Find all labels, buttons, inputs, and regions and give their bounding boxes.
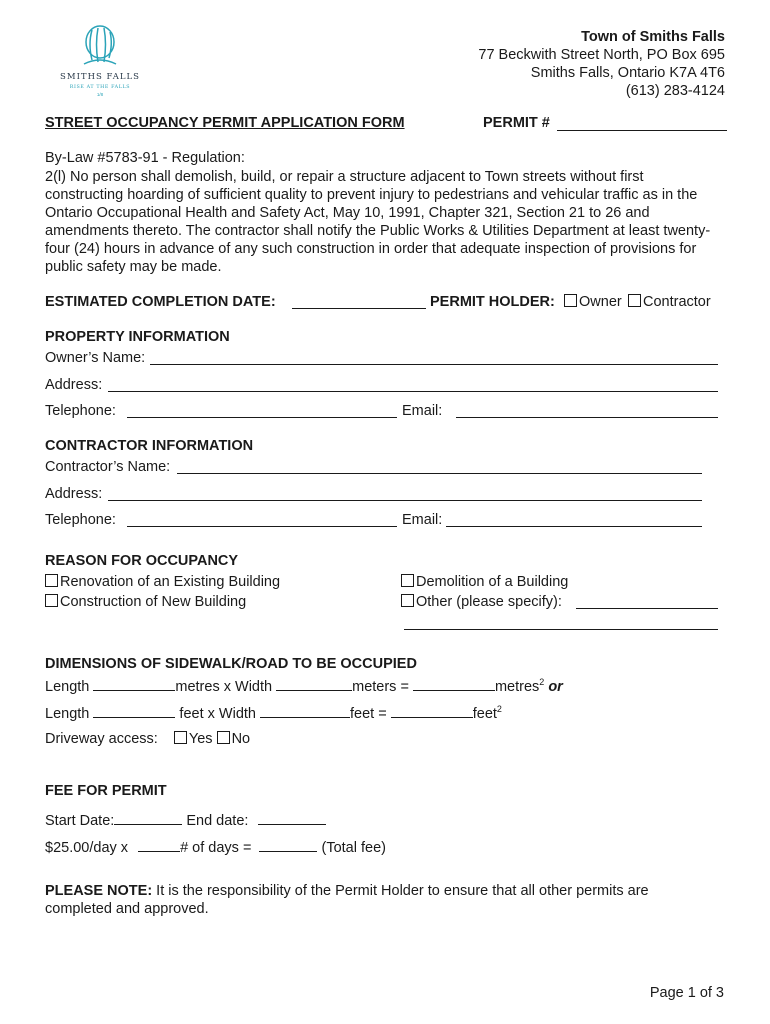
- total-fee-field[interactable]: [259, 838, 317, 852]
- other-specify-field[interactable]: [576, 608, 718, 609]
- property-address-label: Address:: [45, 377, 103, 393]
- property-telephone-field[interactable]: [127, 417, 397, 418]
- fee-rate-field[interactable]: [138, 838, 180, 852]
- fee-dates-row: [45, 811, 326, 829]
- imperial-dimensions-row: [45, 704, 502, 722]
- demolition-label: Demolition of a Building: [416, 574, 569, 590]
- fee-calc-row: [45, 838, 386, 856]
- other-specify-field-line2[interactable]: [404, 629, 718, 630]
- reason-construction-option[interactable]: [45, 594, 246, 610]
- imperial-area-unit: feet: [472, 706, 497, 722]
- logo-name: SMITHS FALLS: [60, 72, 140, 82]
- page-number: Page 1 of 3: [649, 985, 724, 1001]
- town-name: Town of Smiths Falls: [581, 29, 725, 45]
- contractor-name-field[interactable]: [177, 473, 702, 474]
- bylaw-text: 2(l) No person shall demolish, build, or repair a structure adjacent to Town streets without first constructing hoarding of sufficient quality to prevent injury to pedestrians and vehicular traffic as in the Ontario Occupational Health and Safety Act, May 10, 1991, Chapter 321, Section 21 to 26 and amendments thereto. The contractor shall notify the Public Works & Utilities Department at least twenty-four (24) hours in advance of any such construction in order that adequate inspection of provisions for public safety may be made.: [45, 169, 711, 275]
- contractor-email-field[interactable]: [446, 526, 702, 527]
- bylaw-heading: By-Law #5783-91 - Regulation:: [45, 150, 245, 166]
- driveway-yes-checkbox[interactable]: [174, 731, 187, 744]
- reason-demolition-option[interactable]: [401, 574, 568, 590]
- property-email-field[interactable]: [456, 417, 718, 418]
- metric-area-field[interactable]: [413, 677, 495, 691]
- imperial-area-field[interactable]: [391, 704, 473, 718]
- please-note: [45, 882, 695, 918]
- construction-checkbox[interactable]: [45, 594, 58, 607]
- town-phone: (613) 283-4124: [625, 83, 725, 99]
- metric-width-label: metres x Width: [175, 679, 273, 695]
- contractor-telephone-label: Telephone:: [45, 512, 116, 528]
- driveway-no-label: No: [231, 731, 251, 747]
- completion-date-field[interactable]: [292, 308, 426, 309]
- or-label: or: [548, 679, 563, 695]
- logo-tagline: RISE AT THE FALLS: [69, 85, 131, 90]
- town-logo: [52, 22, 148, 102]
- dimensions-heading: DIMENSIONS OF SIDEWALK/ROAD TO BE OCCUPIED: [45, 656, 417, 672]
- contractor-name-label: Contractor’s Name:: [45, 459, 171, 475]
- holder-contractor-option[interactable]: [628, 294, 711, 310]
- imperial-length-field[interactable]: [93, 704, 175, 718]
- driveway-yes-label: Yes: [188, 731, 213, 747]
- reason-other-option[interactable]: [401, 594, 562, 610]
- property-email-label: Email:: [402, 403, 443, 419]
- completion-date-label: ESTIMATED COMPLETION DATE:: [45, 294, 276, 310]
- demolition-checkbox[interactable]: [401, 574, 414, 587]
- contractor-option-label: Contractor: [643, 294, 711, 310]
- renovation-label: Renovation of an Existing Building: [60, 574, 281, 590]
- total-fee-label: (Total fee): [321, 840, 386, 856]
- start-date-field[interactable]: [114, 811, 182, 825]
- property-address-field[interactable]: [108, 391, 718, 392]
- holder-owner-option[interactable]: [564, 294, 622, 310]
- permit-number-field[interactable]: [557, 130, 727, 131]
- imperial-equals-label: feet =: [350, 706, 387, 722]
- metric-width-field[interactable]: [276, 677, 352, 691]
- reason-renovation-option[interactable]: [45, 574, 280, 590]
- end-date-label: End date:: [186, 813, 249, 829]
- contractor-address-label: Address:: [45, 486, 103, 502]
- form-title: STREET OCCUPANCY PERMIT APPLICATION FORM: [45, 115, 405, 131]
- metric-dimensions-row: [45, 677, 563, 695]
- metric-area-exponent: 2: [539, 677, 545, 687]
- town-address-line1: 77 Beckwith Street North, PO Box 695: [478, 47, 725, 63]
- town-address-line2: Smiths Falls, Ontario K7A 4T6: [530, 65, 725, 81]
- construction-label: Construction of New Building: [60, 594, 247, 610]
- owner-option-label: Owner: [579, 294, 622, 310]
- owner-checkbox[interactable]: [564, 294, 577, 307]
- metric-length-label: Length: [45, 679, 90, 695]
- contractor-address-field[interactable]: [108, 500, 702, 501]
- logo-year: 1/8: [96, 92, 104, 97]
- logo-emblem-icon: [52, 22, 148, 70]
- imperial-length-label: Length: [45, 706, 90, 722]
- driveway-label: Driveway access:: [45, 731, 158, 747]
- permit-holder-label: PERMIT HOLDER:: [430, 294, 555, 310]
- imperial-width-label: feet x Width: [179, 706, 256, 722]
- renovation-checkbox[interactable]: [45, 574, 58, 587]
- imperial-area-exponent: 2: [496, 704, 502, 714]
- property-telephone-label: Telephone:: [45, 403, 116, 419]
- contractor-telephone-field[interactable]: [127, 526, 397, 527]
- metric-area-unit: metres: [494, 679, 540, 695]
- metric-equals-label: meters =: [352, 679, 409, 695]
- contractor-heading: CONTRACTOR INFORMATION: [45, 438, 254, 454]
- fee-rate-label: $25.00/day x: [45, 840, 129, 856]
- start-date-label: Start Date:: [45, 813, 115, 829]
- property-heading: PROPERTY INFORMATION: [45, 329, 230, 345]
- imperial-width-field[interactable]: [260, 704, 350, 718]
- owner-name-field[interactable]: [150, 364, 718, 365]
- reason-heading: REASON FOR OCCUPANCY: [45, 553, 239, 569]
- contractor-email-label: Email:: [402, 512, 443, 528]
- end-date-field[interactable]: [258, 811, 326, 825]
- metric-length-field[interactable]: [93, 677, 175, 691]
- days-label: # of days =: [180, 840, 252, 856]
- driveway-no-checkbox[interactable]: [217, 731, 230, 744]
- please-note-label: PLEASE NOTE:: [45, 883, 153, 899]
- owner-name-label: Owner’s Name:: [45, 350, 146, 366]
- contractor-checkbox[interactable]: [628, 294, 641, 307]
- please-note-text: It is the responsibility of the Permit Holder to ensure that all other permits are completed and approved.: [45, 883, 649, 917]
- permit-number-label: PERMIT #: [483, 115, 550, 131]
- other-label: Other (please specify):: [416, 594, 562, 610]
- driveway-row: [45, 731, 250, 747]
- other-checkbox[interactable]: [401, 594, 414, 607]
- fee-heading: FEE FOR PERMIT: [45, 783, 167, 799]
